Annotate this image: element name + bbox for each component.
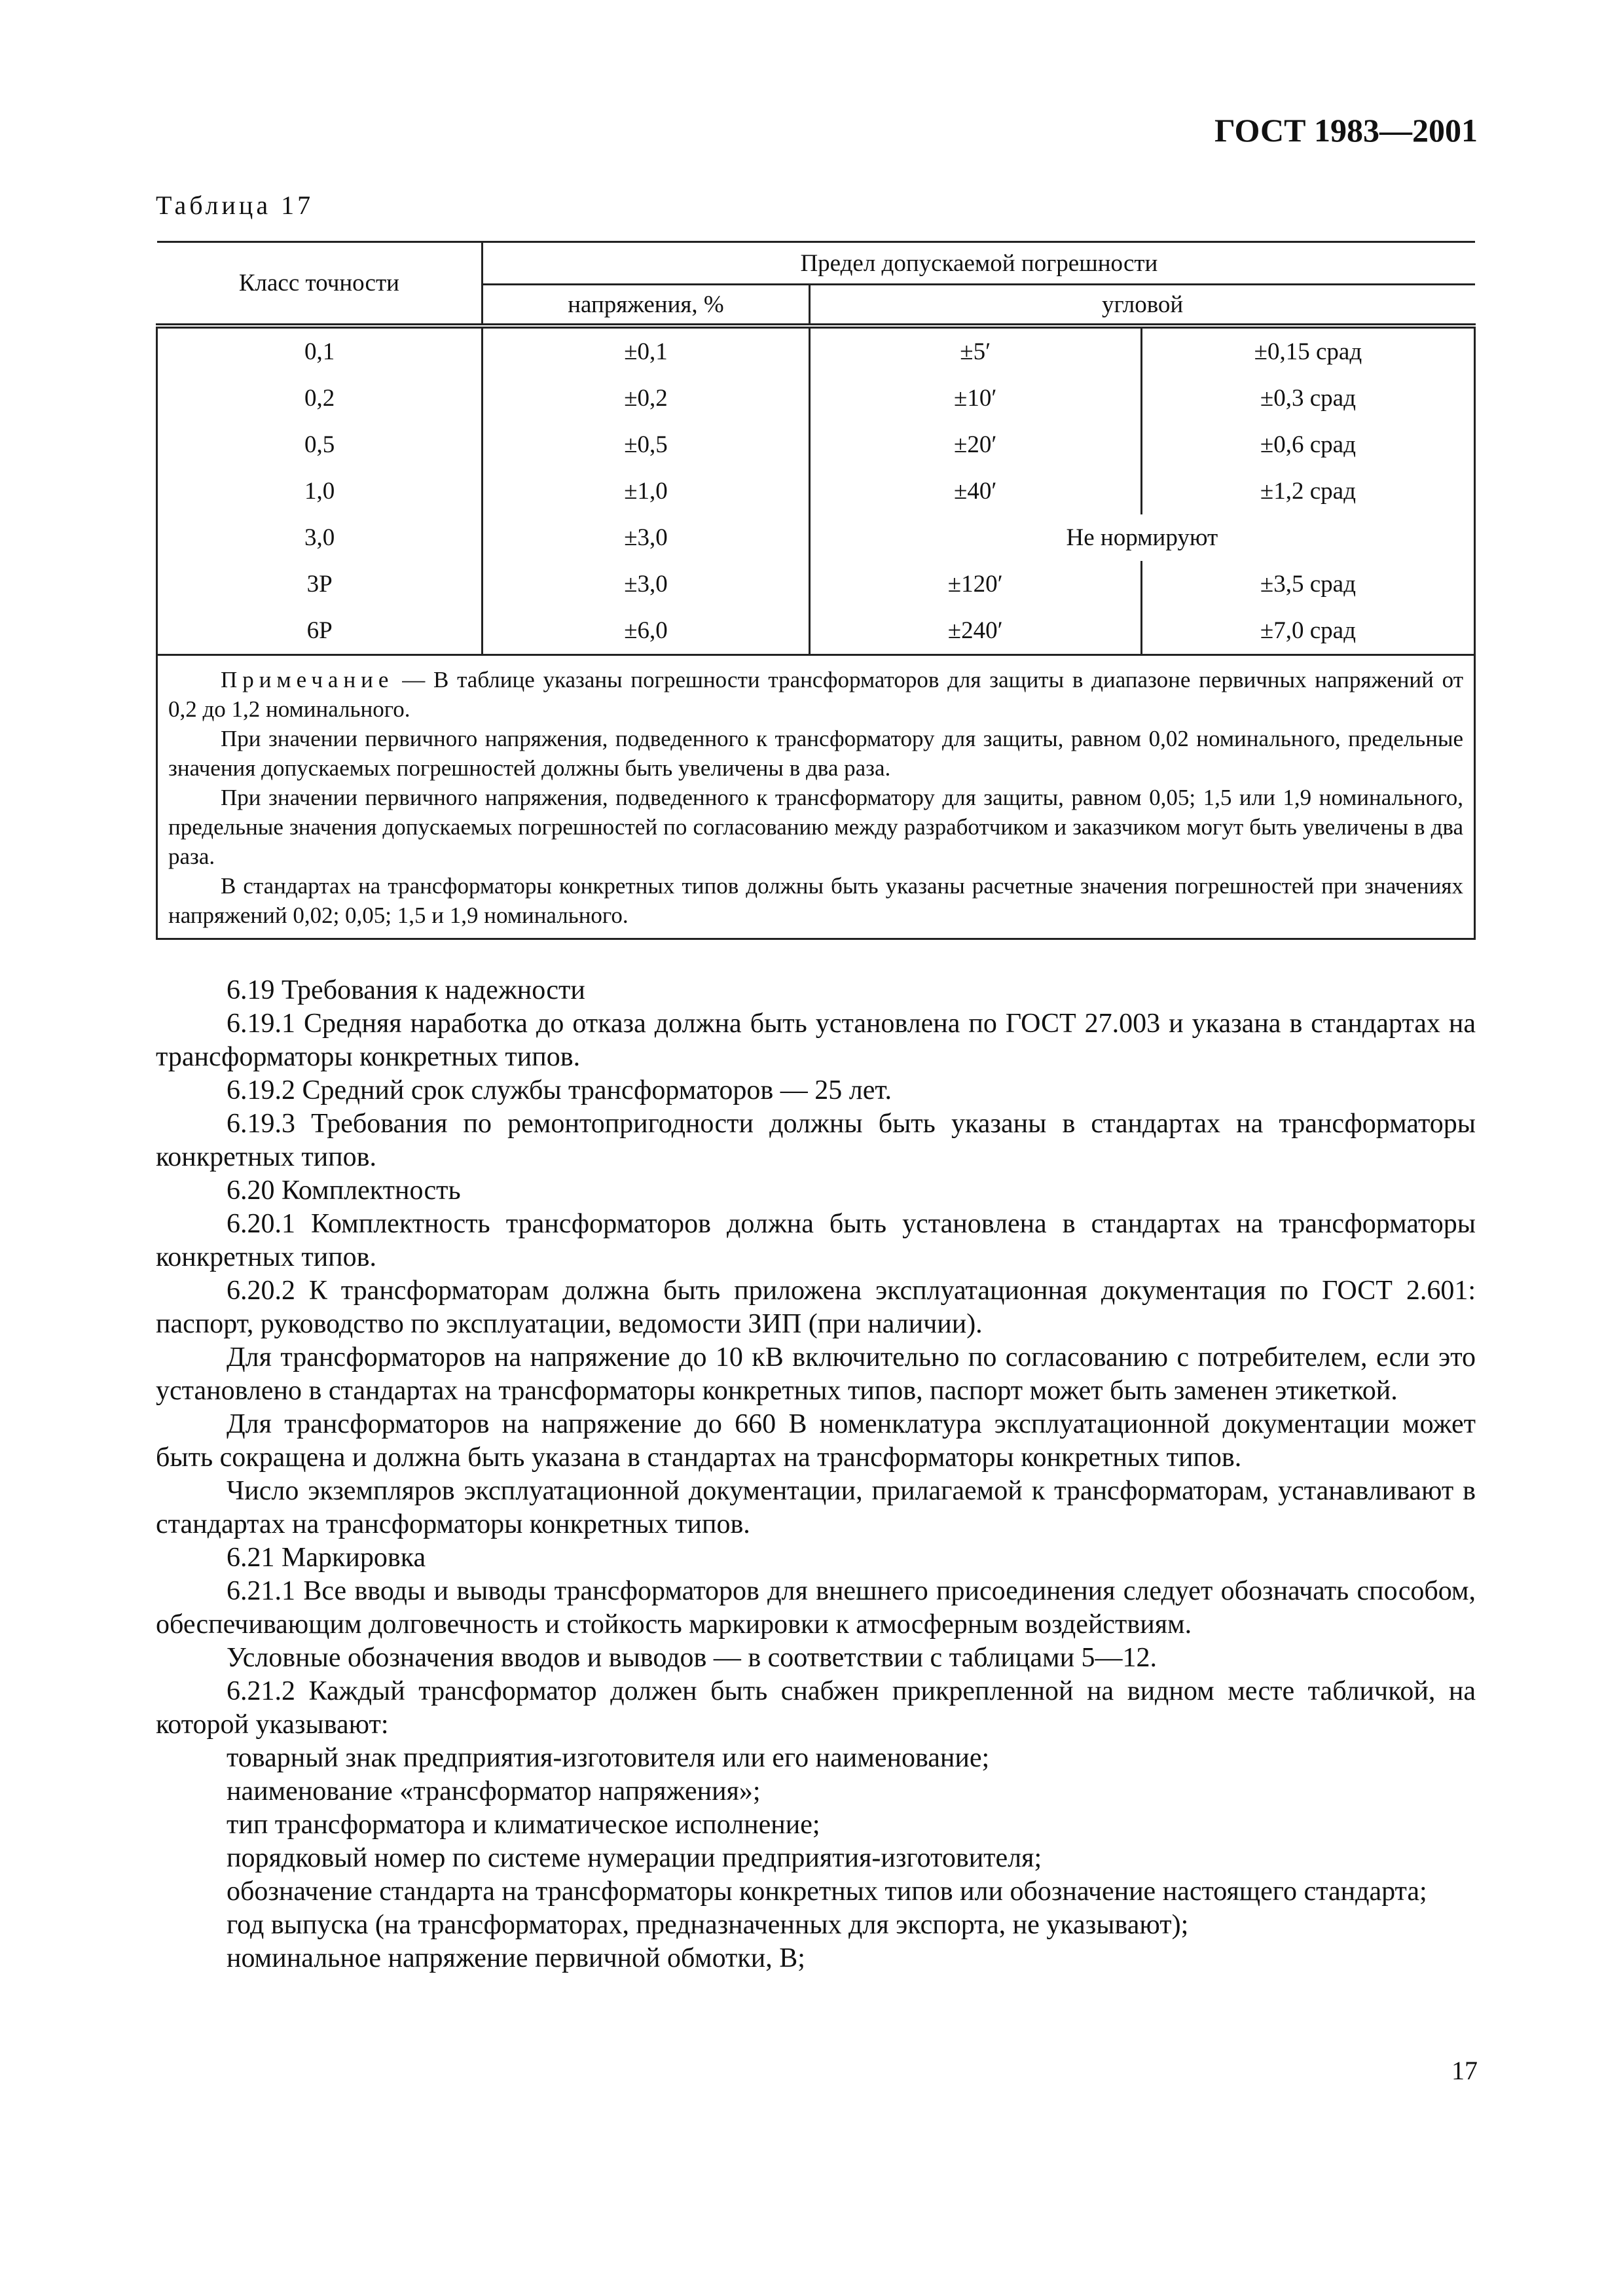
- paragraph: 6.21.1 Все вводы и выводы трансформаторов для внешнего присоединения следует обозначать способом, обеспечивающим долговечность и стойкость маркировки к атмосферным воздействиям.: [156, 1576, 1476, 1640]
- list-item: товарный знак предприятия-изготовителя или его наименование;: [227, 1743, 990, 1773]
- table-row: [157, 375, 1475, 422]
- cell-voltage: ±1,0: [483, 468, 809, 514]
- cell-voltage: ±0,2: [483, 375, 809, 422]
- cell-angle-crad: ±7,0 срад: [1141, 607, 1474, 655]
- paragraph: 6.19.1 Средняя наработка до отказа должна быть установлена по ГОСТ 27.003 и указана в стандартах на трансформаторы конкретных типов.: [156, 1009, 1476, 1072]
- header-voltage: напряжения, %: [483, 285, 809, 327]
- section-heading: 6.19 Требования к надежности: [227, 975, 585, 1005]
- cell-class: 1,0: [157, 468, 483, 514]
- cell-angle-min: ±240′: [809, 607, 1141, 655]
- note-paragraph: При значении первичного напряжения, подведенного к трансформатору для защиты, равном 0,02 номинального, предельные значения допускаемых погрешностей должны быть увеличены в два раза.: [168, 726, 1463, 781]
- section-heading: 6.20 Комплектность: [227, 1175, 461, 1206]
- paragraph: Для трансформаторов на напряжение до 10 кВ включительно по согласованию с потребителем, если это установлено в стандартах на трансформаторы конкретных типов, паспорт может быть заменен этикеткой.: [156, 1342, 1476, 1406]
- paragraph: Число экземпляров эксплуатационной документации, прилагаемой к трансформаторам, устанавливают в стандартах на трансформаторы конкретных типов.: [156, 1476, 1476, 1539]
- paragraph: 6.19.3 Требования по ремонтопригодности должны быть указаны в стандартах на трансформаторы конкретных типов.: [156, 1109, 1476, 1172]
- paragraph: 6.20.2 К трансформаторам должна быть приложена эксплуатационная документация по ГОСТ 2.601: паспорт, руководство по эксплуатации, ведомости ЗИП (при наличии).: [156, 1276, 1476, 1339]
- cell-voltage: ±3,0: [483, 514, 809, 561]
- note-label: Примечание: [221, 667, 394, 692]
- paragraph: 6.19.2 Средний срок службы трансформаторов — 25 лет.: [227, 1075, 892, 1105]
- cell-class: 3Р: [157, 561, 483, 607]
- table-note: [157, 655, 1475, 939]
- cell-not-normalized: Не нормируют: [809, 514, 1474, 561]
- cell-voltage: ±0,5: [483, 422, 809, 468]
- note-paragraph: [168, 665, 1463, 724]
- cell-angle-min: ±20′: [809, 422, 1141, 468]
- list-item: тип трансформатора и климатическое исполнение;: [227, 1810, 820, 1840]
- cell-angle-crad: ±1,2 срад: [1141, 468, 1474, 514]
- table-row: [157, 514, 1475, 561]
- paragraph: 6.20.1 Комплектность трансформаторов должна быть установлена в стандартах на трансформаторы конкретных типов.: [156, 1209, 1476, 1272]
- cell-class: 6Р: [157, 607, 483, 655]
- note-paragraph: В стандартах на трансформаторы конкретных типов должны быть указаны расчетные значения погрешностей при значениях напряжений 0,02; 0,05; 1,5 и 1,9 номинального.: [168, 873, 1463, 928]
- paragraph: Для трансформаторов на напряжение до 660 В номенклатура эксплуатационной документации может быть сокращена и должна быть указана в стандартах на трансформаторы конкретных типов.: [156, 1409, 1476, 1473]
- cell-class: 0,5: [157, 422, 483, 468]
- cell-angle-crad: ±0,15 срад: [1141, 326, 1474, 375]
- header-accuracy-class: Класс точности: [157, 242, 483, 327]
- cell-class: 0,2: [157, 375, 483, 422]
- cell-voltage: ±3,0: [483, 561, 809, 607]
- table-row: [157, 468, 1475, 514]
- section-heading: 6.21 Маркировка: [227, 1543, 426, 1573]
- cell-angle-min: ±120′: [809, 561, 1141, 607]
- header-angle: угловой: [809, 285, 1474, 327]
- page-number: 17: [1451, 2056, 1478, 2085]
- cell-angle-crad: ±3,5 срад: [1141, 561, 1474, 607]
- cell-angle-min: ±40′: [809, 468, 1141, 514]
- table-caption: Таблица 17: [156, 190, 314, 220]
- cell-angle-crad: ±0,6 срад: [1141, 422, 1474, 468]
- table-row: [157, 422, 1475, 468]
- paragraph: 6.21.2 Каждый трансформатор должен быть снабжен прикрепленной на видном месте табличкой, на которой указывают:: [156, 1676, 1476, 1740]
- list-item: номинальное напряжение первичной обмотки, В;: [227, 1943, 805, 1973]
- table-row: [157, 326, 1475, 375]
- cell-voltage: ±6,0: [483, 607, 809, 655]
- list-item: порядковый номер по системе нумерации предприятия-изготовителя;: [227, 1843, 1042, 1873]
- header-error-limit: Предел допускаемой погрешности: [483, 242, 1475, 285]
- cell-angle-min: ±10′: [809, 375, 1141, 422]
- list-item: год выпуска (на трансформаторах, предназначенных для экспорта, не указывают);: [227, 1910, 1189, 1940]
- cell-class: 3,0: [157, 514, 483, 561]
- note-text: — В таблице указаны погрешности трансформаторов для защиты в диапазоне первичных напряжений от 0,2 до 1,2 номинального.: [168, 667, 1463, 722]
- table-row: [157, 607, 1475, 655]
- cell-angle-crad: ±0,3 срад: [1141, 375, 1474, 422]
- document-code: ГОСТ 1983—2001: [1214, 112, 1478, 149]
- accuracy-table: [156, 241, 1476, 940]
- note-paragraph: При значении первичного напряжения, подведенного к трансформатору для защиты, равном 0,05; 1,5 или 1,9 номинального, предельные значения допускаемых погрешностей по согласованию между разработчиком и заказчиком могут быть увеличены в два раза.: [168, 785, 1463, 869]
- cell-class: 0,1: [157, 326, 483, 375]
- table-row: [157, 561, 1475, 607]
- paragraph: Условные обозначения вводов и выводов — в соответствии с таблицами 5—12.: [227, 1643, 1158, 1673]
- cell-angle-min: ±5′: [809, 326, 1141, 375]
- list-item: наименование «трансформатор напряжения»;: [227, 1776, 761, 1806]
- list-item: обозначение стандарта на трансформаторы конкретных типов или обозначение настоящего стандарта;: [227, 1876, 1427, 1907]
- cell-voltage: ±0,1: [483, 326, 809, 375]
- body-text: [156, 974, 1476, 1975]
